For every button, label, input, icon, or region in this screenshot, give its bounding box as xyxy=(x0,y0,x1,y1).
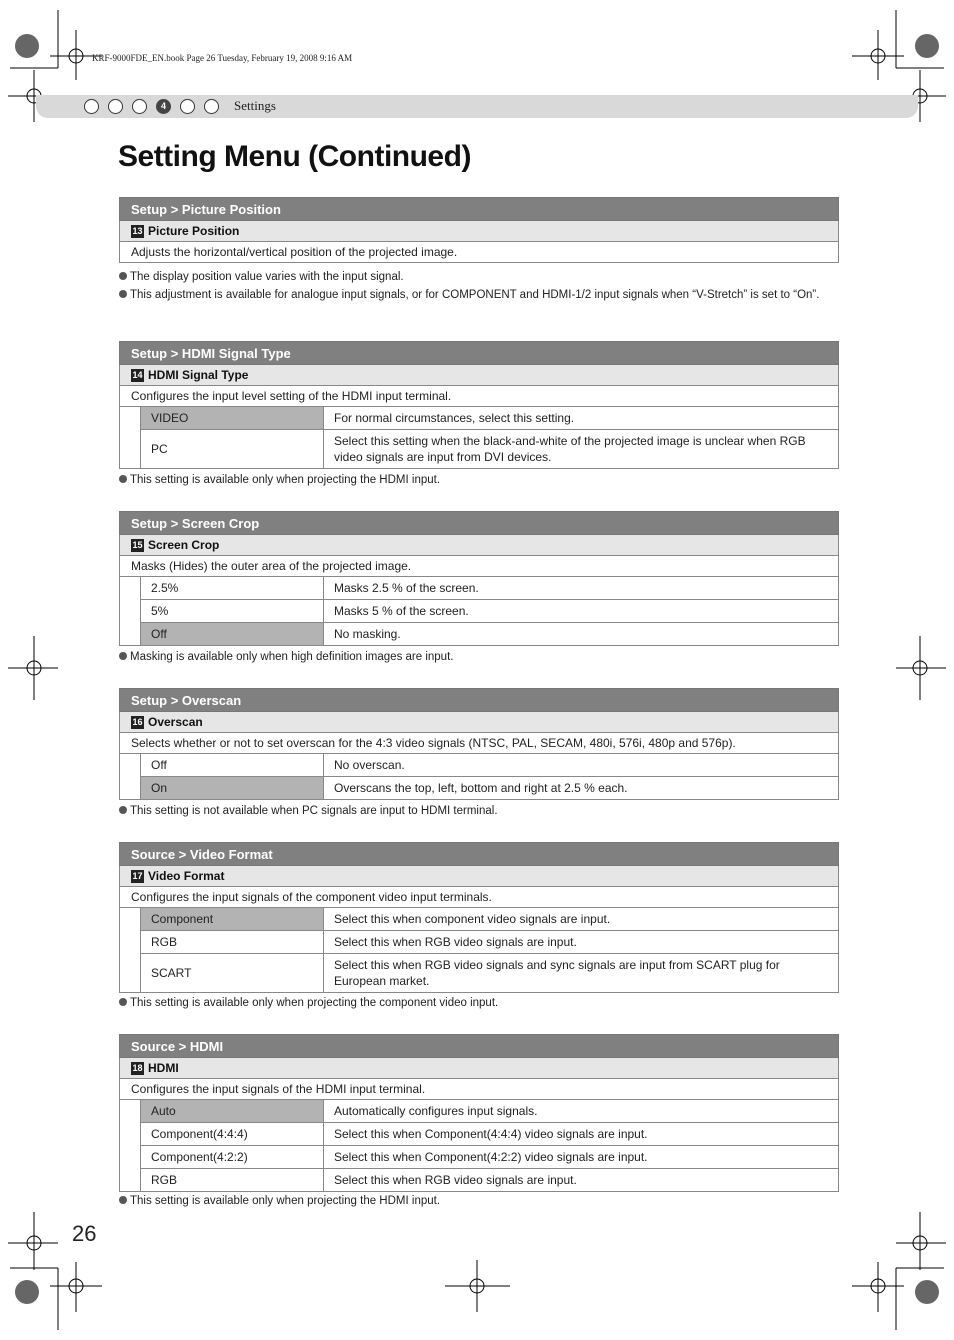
option-key: RGB xyxy=(141,931,324,953)
options-table xyxy=(119,1100,839,1192)
option-value: Select this when RGB video signals and sync signals are input from SCART plug for European market. xyxy=(334,958,780,988)
bullet-icon xyxy=(119,272,127,280)
option-row xyxy=(140,407,838,429)
sub-heading xyxy=(119,365,839,386)
section-hdmi xyxy=(119,1034,839,1192)
bullet-icon xyxy=(119,652,127,660)
sub-heading xyxy=(119,712,839,733)
sub-heading-label: HDMI xyxy=(148,1060,179,1075)
bullet-icon xyxy=(119,998,127,1006)
option-row xyxy=(140,754,838,776)
option-key: Off xyxy=(141,623,324,645)
option-key: Component(4:4:4) xyxy=(141,1123,324,1145)
item-number-badge: 15 xyxy=(132,539,143,550)
section-hdmi-signal-type xyxy=(119,341,839,469)
option-value: Select this when RGB video signals are input. xyxy=(334,1173,577,1187)
option-key: Component xyxy=(141,908,324,930)
option-value: Masks 5 % of the screen. xyxy=(334,604,469,618)
section-description: Configures the input level setting of the HDMI input terminal. xyxy=(119,386,839,407)
option-key: Component(4:2:2) xyxy=(141,1146,324,1168)
option-value: Automatically configures input signals. xyxy=(334,1104,538,1118)
sub-heading xyxy=(119,866,839,887)
option-row xyxy=(140,599,838,622)
print-info: KRF-9000FDE_EN.book Page 26 Tuesday, February 19, 2008 9:16 AM xyxy=(92,53,353,63)
section-description: Configures the input signals of the component video input terminals. xyxy=(119,887,839,908)
option-value: Masks 2.5 % of the screen. xyxy=(334,581,479,595)
note-item xyxy=(119,270,839,285)
note-item xyxy=(119,804,839,819)
chapter-circle-active: 4 xyxy=(156,99,171,114)
option-value: For normal circumstances, select this setting. xyxy=(334,411,575,425)
option-key: 5% xyxy=(141,600,324,622)
section-heading: Source > HDMI xyxy=(119,1034,839,1058)
note-text: This setting is available only when projecting the component video input. xyxy=(130,997,499,1009)
note-item xyxy=(119,288,839,303)
option-key: PC xyxy=(141,430,324,468)
note-text: This adjustment is available for analogue input signals, or for COMPONENT and HDMI-1/2 input signals when “V-Stretch” is set to “On”. xyxy=(130,289,820,301)
chapter-circle xyxy=(132,99,147,114)
section-description: Adjusts the horizontal/vertical position of the projected image. xyxy=(119,242,839,263)
sub-heading-label: Picture Position xyxy=(148,223,240,238)
option-row xyxy=(140,1100,838,1122)
bullet-icon xyxy=(119,806,127,814)
header-label: Settings xyxy=(234,98,276,113)
chapter-circle xyxy=(108,99,123,114)
sub-heading xyxy=(119,221,839,242)
section-heading: Setup > Overscan xyxy=(119,688,839,712)
option-row xyxy=(140,776,838,799)
section-heading: Setup > Screen Crop xyxy=(119,511,839,535)
option-value: Select this when component video signals are input. xyxy=(334,912,611,926)
sub-heading-label: HDMI Signal Type xyxy=(148,367,249,382)
section-picture-position xyxy=(119,197,839,263)
bullet-icon xyxy=(119,290,127,298)
bullet-icon xyxy=(119,1196,127,1204)
item-number-badge: 17 xyxy=(132,870,143,881)
option-row xyxy=(140,622,838,645)
option-value: No overscan. xyxy=(334,758,405,772)
section-heading: Setup > HDMI Signal Type xyxy=(119,341,839,365)
section-description: Selects whether or not to set overscan for the 4:3 video signals (NTSC, PAL, SECAM, 480i, 576i, 480p and 576p). xyxy=(119,733,839,754)
sub-heading-label: Overscan xyxy=(148,714,203,729)
option-value: Select this when RGB video signals are input. xyxy=(334,935,577,949)
section-video-format xyxy=(119,842,839,993)
section-description: Masks (Hides) the outer area of the projected image. xyxy=(119,556,839,577)
option-key: 2.5% xyxy=(141,577,324,599)
page-title: Setting Menu (Continued) xyxy=(118,140,471,173)
option-value: Select this setting when the black-and-white of the projected image is unclear when RGB video signals are input from DVI devices. xyxy=(334,434,806,464)
item-number-badge: 16 xyxy=(132,716,143,727)
note-text: The display position value varies with the input signal. xyxy=(130,271,404,283)
note-text: Masking is available only when high definition images are input. xyxy=(130,651,454,663)
options-table xyxy=(119,407,839,469)
note-item xyxy=(119,650,839,665)
section-heading: Source > Video Format xyxy=(119,842,839,866)
notes-hdmi xyxy=(119,1194,839,1212)
option-row xyxy=(140,1122,838,1145)
options-table xyxy=(119,754,839,800)
sub-heading-label: Video Format xyxy=(148,868,225,883)
section-heading: Setup > Picture Position xyxy=(119,197,839,221)
option-value: Overscans the top, left, bottom and right at 2.5 % each. xyxy=(334,781,628,795)
option-value: Select this when Component(4:4:4) video signals are input. xyxy=(334,1127,648,1141)
notes-video-format xyxy=(119,996,839,1014)
bullet-icon xyxy=(119,475,127,483)
section-description: Configures the input signals of the HDMI input terminal. xyxy=(119,1079,839,1100)
option-key: On xyxy=(141,777,324,799)
notes-picture-position xyxy=(119,270,839,306)
option-row xyxy=(140,1145,838,1168)
options-table xyxy=(119,577,839,646)
option-key: RGB xyxy=(141,1169,324,1191)
note-item xyxy=(119,1194,839,1209)
chapter-indicator xyxy=(84,99,228,114)
note-text: This setting is available only when projecting the HDMI input. xyxy=(130,474,441,486)
item-number-badge: 14 xyxy=(132,369,143,380)
option-key: SCART xyxy=(141,954,324,992)
note-item xyxy=(119,996,839,1011)
sub-heading xyxy=(119,1058,839,1079)
page-number: 26 xyxy=(72,1221,97,1246)
notes-hdmi-signal-type xyxy=(119,473,839,491)
section-screen-crop xyxy=(119,511,839,646)
note-text: This setting is available only when projecting the HDMI input. xyxy=(130,1195,441,1207)
notes-overscan xyxy=(119,804,839,822)
option-row xyxy=(140,1168,838,1191)
options-table xyxy=(119,908,839,993)
item-number-badge: 18 xyxy=(132,1062,143,1073)
sub-heading xyxy=(119,535,839,556)
chapter-circle xyxy=(180,99,195,114)
option-key: VIDEO xyxy=(141,407,324,429)
option-key: Off xyxy=(141,754,324,776)
note-item xyxy=(119,473,839,488)
notes-screen-crop xyxy=(119,650,839,668)
option-key: Auto xyxy=(141,1100,324,1122)
option-row xyxy=(140,577,838,599)
chapter-circle xyxy=(204,99,219,114)
chapter-circle xyxy=(84,99,99,114)
item-number-badge: 13 xyxy=(132,225,143,236)
section-overscan xyxy=(119,688,839,800)
sub-heading-label: Screen Crop xyxy=(148,537,220,552)
option-value: No masking. xyxy=(334,627,401,641)
option-row xyxy=(140,908,838,930)
note-text: This setting is not available when PC signals are input to HDMI terminal. xyxy=(130,805,498,817)
option-value: Select this when Component(4:2:2) video signals are input. xyxy=(334,1150,648,1164)
option-row xyxy=(140,429,838,468)
option-row xyxy=(140,930,838,953)
option-row xyxy=(140,953,838,992)
